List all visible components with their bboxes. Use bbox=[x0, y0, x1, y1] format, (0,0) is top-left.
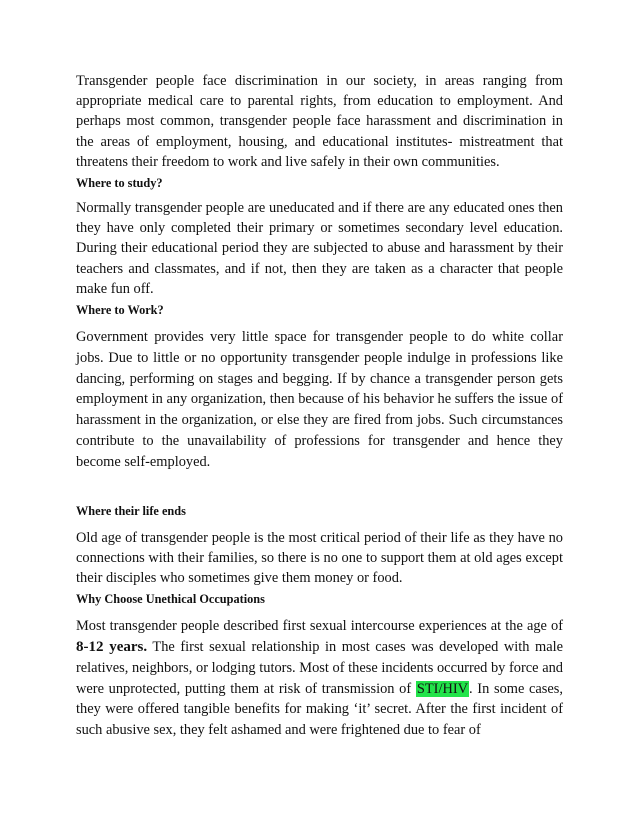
heading-where-to-work: Where to Work? bbox=[76, 303, 164, 318]
document-page bbox=[76, 71, 563, 741]
occupations-paragraph bbox=[76, 616, 563, 741]
age-range-bold: 8-12 years. bbox=[76, 639, 148, 656]
sti-hiv-highlight: STI/HIV bbox=[416, 680, 469, 697]
occupations-text-3: . In some cases, they were offered tangible benefits for making ‘it’ secret. After the first incident of such abusive sex, they felt ashamed and were frightened due to fear of bbox=[76, 680, 563, 739]
intro-paragraph: Transgender people face discrimination in our society, in areas ranging from appropriate medical care to parental rights, from education to employment. And perhaps most common, transgender people face harassment and discrimination in the areas of employment, housing, and educational institutes- mistreatment that threatens their freedom to work and live safely in their own communities. bbox=[76, 73, 563, 170]
work-paragraph: Government provides very little space for transgender people to do white collar jobs. Due to little or no opportunity transgender people indulge in professions like dancing, performing on stages and begging. If by chance a transgender person gets employment in any organization, then because of his behavior he suffers the issue of harassment in the organization, or else they are fired from jobs. Such circumstances contribute to the unavailability of professions for transgender and hence they become self-employed. bbox=[76, 329, 563, 470]
occupations-text-1: Most transgender people described first sexual intercourse experiences at the age of bbox=[76, 618, 563, 635]
heading-unethical-occupations: Why Choose Unethical Occupations bbox=[76, 592, 265, 607]
occupations-text-2: The first sexual relationship in most cases was developed with male relatives, neighbors, or lodging tutors. Most of these incidents occurred by force and were unprotected, putting them at risk of transmission of bbox=[76, 639, 563, 697]
heading-where-life-ends: Where their life ends bbox=[76, 503, 186, 518]
life-ends-paragraph: Old age of transgender people is the most critical period of their life as they have no connections with their families, so there is no one to support them at old ages except their disciples who sometimes give them money or food. bbox=[76, 529, 563, 587]
study-paragraph: Normally transgender people are uneducated and if there are any educated ones then they have only completed their primary or sometimes secondary level education. During their educational period they are subjected to abuse and harassment by their teachers and classmates, and if not, then they are taken as a character that people make fun off. bbox=[76, 200, 563, 297]
heading-where-to-study: Where to study? bbox=[76, 176, 163, 191]
